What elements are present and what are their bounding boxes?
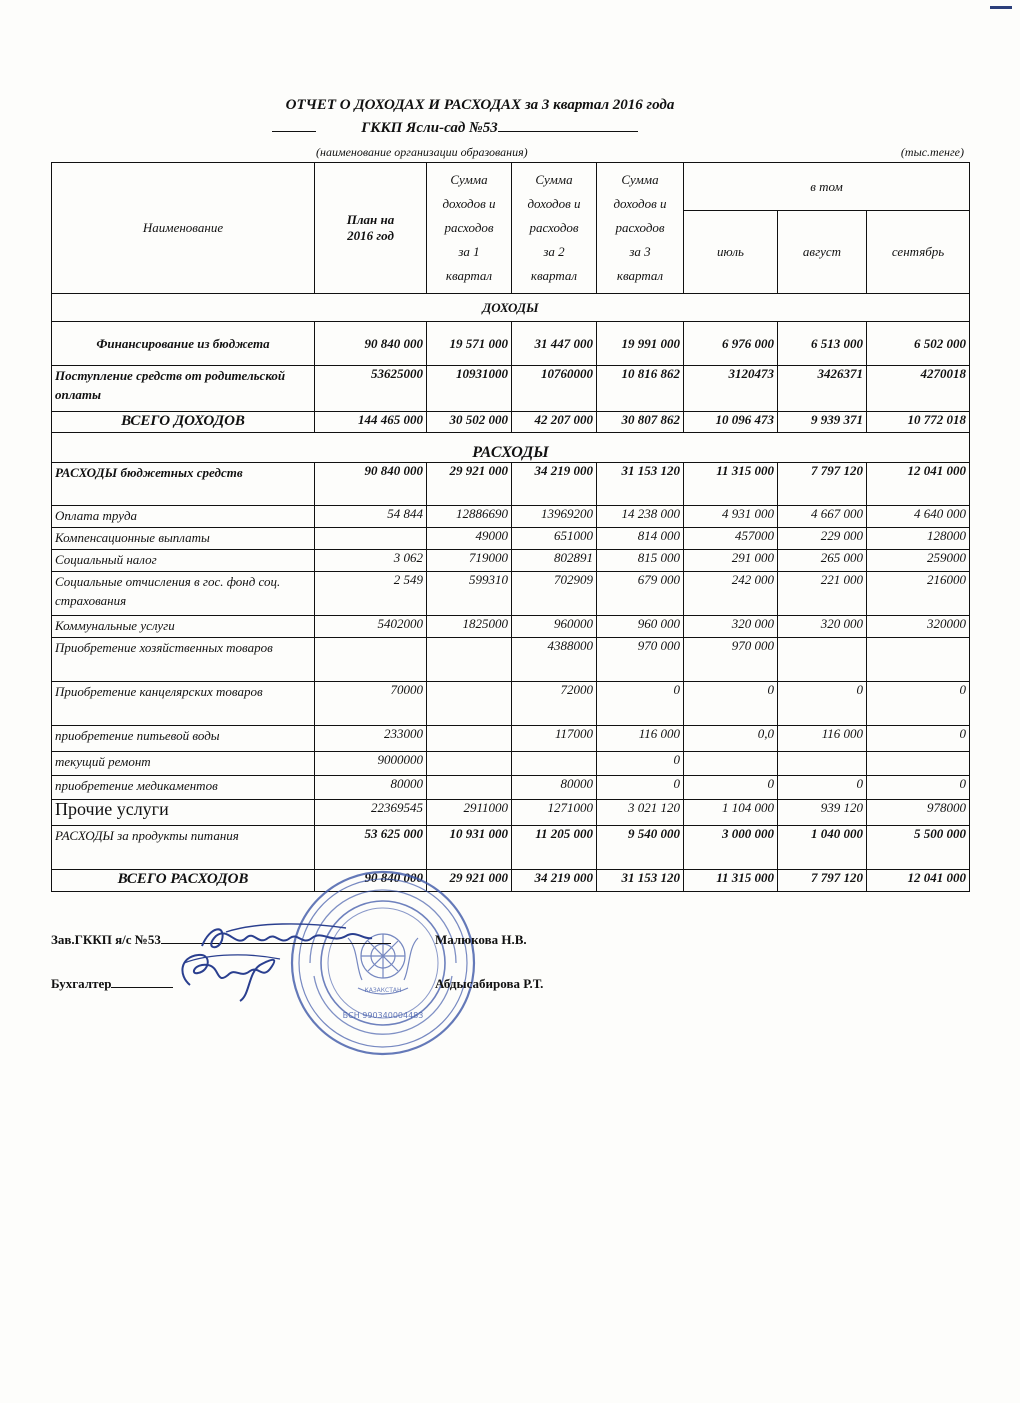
- cell-value: 30 807 862: [597, 412, 684, 433]
- cell-value: 11 315 000: [684, 463, 778, 506]
- row-name: ВСЕГО РАСХОДОВ: [52, 870, 315, 892]
- units-label: (тыс.тенге): [900, 145, 964, 159]
- header-september: сентябрь: [867, 211, 970, 294]
- row-name: Компенсационные выплаты: [52, 528, 315, 550]
- cell-value: 5402000: [315, 616, 427, 638]
- cell-value: 457000: [684, 528, 778, 550]
- cell-value: 221 000: [778, 572, 867, 616]
- cell-value: 1 040 000: [778, 826, 867, 870]
- row-name: РАСХОДЫ за продукты питания: [52, 826, 315, 870]
- cell-value: 70000: [315, 682, 427, 726]
- cell-value: 31 153 120: [597, 463, 684, 506]
- organization-caption: (наименование организации образования): [316, 145, 528, 159]
- cell-value: 4 931 000: [684, 506, 778, 528]
- report-title: ОТЧЕТ О ДОХОДАХ И РАСХОДАХ за 3 квартал 2016 года: [285, 97, 675, 113]
- cell-value: 978000: [867, 800, 970, 826]
- cell-value: 702909: [512, 572, 597, 616]
- row-name: Оплата труда: [52, 506, 315, 528]
- director-name: Малюкова Н.В.: [435, 932, 527, 947]
- cell-value: 10760000: [512, 366, 597, 412]
- cell-value: 34 219 000: [512, 870, 597, 892]
- cell-value: 80000: [512, 776, 597, 800]
- section-expenses: [52, 433, 970, 463]
- header-q3-line: за 3: [629, 244, 651, 259]
- underline-right: [498, 131, 638, 132]
- organization-name: ГККП Ясли-сад №53: [361, 120, 498, 136]
- cell-value: 49000: [427, 528, 512, 550]
- cell-value: [684, 752, 778, 776]
- cell-value: [778, 638, 867, 682]
- cell-value: 19 991 000: [597, 322, 684, 366]
- cell-value: 7 797 120: [778, 463, 867, 506]
- cell-value: 3 000 000: [684, 826, 778, 870]
- cell-value: 31 447 000: [512, 322, 597, 366]
- cell-value: 320 000: [684, 616, 778, 638]
- cell-value: 0,0: [684, 726, 778, 752]
- header-august: август: [778, 211, 867, 294]
- cell-value: 10 931 000: [427, 826, 512, 870]
- table-row: [52, 528, 970, 550]
- accountant-name: Абдысабирова Р.Т.: [435, 976, 544, 991]
- cell-value: 14 238 000: [597, 506, 684, 528]
- corner-mark: [990, 6, 1012, 9]
- table-row: [52, 682, 970, 726]
- cell-value: 960000: [512, 616, 597, 638]
- cell-value: 6 513 000: [778, 322, 867, 366]
- cell-value: 0: [778, 776, 867, 800]
- cell-value: 3 062: [315, 550, 427, 572]
- cell-value: 719000: [427, 550, 512, 572]
- cell-value: 970 000: [684, 638, 778, 682]
- cell-value: 0: [867, 776, 970, 800]
- svg-text:БСН 990340004483: БСН 990340004483: [342, 1011, 424, 1020]
- cell-value: 0: [684, 776, 778, 800]
- cell-value: 0: [597, 752, 684, 776]
- table-row: [52, 506, 970, 528]
- cell-value: 259000: [867, 550, 970, 572]
- cell-value: 3426371: [778, 366, 867, 412]
- table-row: [52, 752, 970, 776]
- expense-total-row: [52, 870, 970, 892]
- table-row: [52, 616, 970, 638]
- cell-value: 1 104 000: [684, 800, 778, 826]
- cell-value: 128000: [867, 528, 970, 550]
- cell-value: 599310: [427, 572, 512, 616]
- row-name: Социальный налог: [52, 550, 315, 572]
- header-july: июль: [684, 211, 778, 294]
- section-expenses-label: РАСХОДЫ: [52, 433, 970, 463]
- header-q1-line: Сумма: [450, 172, 488, 187]
- row-name: ВСЕГО ДОХОДОВ: [52, 412, 315, 433]
- table-row: [52, 826, 970, 870]
- cell-value: 10 816 862: [597, 366, 684, 412]
- cell-value: 30 502 000: [427, 412, 512, 433]
- cell-value: 53 625 000: [315, 826, 427, 870]
- cell-value: 144 465 000: [315, 412, 427, 433]
- cell-value: 9 540 000: [597, 826, 684, 870]
- cell-value: [427, 752, 512, 776]
- cell-value: [315, 528, 427, 550]
- cell-value: 90 840 000: [315, 870, 427, 892]
- cell-value: [427, 776, 512, 800]
- header-q1-line: расходов: [444, 220, 494, 235]
- cell-value: 960 000: [597, 616, 684, 638]
- accountant-label: Бухгалтер: [51, 976, 112, 991]
- cell-value: 9000000: [315, 752, 427, 776]
- row-name: Приобретение канцелярских товаров: [52, 682, 315, 726]
- header-q3-line: доходов и: [613, 196, 667, 211]
- table-row: [52, 572, 970, 616]
- cell-value: 320000: [867, 616, 970, 638]
- header-q3: [597, 163, 684, 294]
- accountant-signature-scribble: [150, 945, 300, 1005]
- header-plan-line: 2016 год: [347, 228, 394, 243]
- cell-value: 34 219 000: [512, 463, 597, 506]
- table-row: [52, 322, 970, 366]
- cell-value: [427, 726, 512, 752]
- cell-value: 242 000: [684, 572, 778, 616]
- header-q2-line: доходов и: [527, 196, 581, 211]
- cell-value: 7 797 120: [778, 870, 867, 892]
- cell-value: 0: [597, 682, 684, 726]
- cell-value: [427, 682, 512, 726]
- income-total-row: [52, 412, 970, 433]
- cell-value: 90 840 000: [315, 322, 427, 366]
- cell-value: 1271000: [512, 800, 597, 826]
- cell-value: 12 041 000: [867, 870, 970, 892]
- cell-value: 12 041 000: [867, 463, 970, 506]
- organization-line: [0, 120, 1020, 137]
- cell-value: 13969200: [512, 506, 597, 528]
- header-q2-line: квартал: [530, 268, 578, 283]
- row-name: Поступление средств от родительской оплаты: [52, 366, 315, 412]
- cell-value: 5 500 000: [867, 826, 970, 870]
- cell-value: 0: [684, 682, 778, 726]
- header-q2-line: Сумма: [535, 172, 573, 187]
- cell-value: 679 000: [597, 572, 684, 616]
- cell-value: 3 021 120: [597, 800, 684, 826]
- cell-value: 54 844: [315, 506, 427, 528]
- cell-value: 90 840 000: [315, 463, 427, 506]
- header-plan-line: План на: [346, 212, 395, 227]
- header-q1: [427, 163, 512, 294]
- row-name: Коммунальные услуги: [52, 616, 315, 638]
- cell-value: 320 000: [778, 616, 867, 638]
- section-income: [52, 294, 970, 322]
- cell-value: 11 315 000: [684, 870, 778, 892]
- cell-value: [315, 638, 427, 682]
- cell-value: 814 000: [597, 528, 684, 550]
- cell-value: 12886690: [427, 506, 512, 528]
- cell-value: 265 000: [778, 550, 867, 572]
- cell-value: 970 000: [597, 638, 684, 682]
- cell-value: 11 205 000: [512, 826, 597, 870]
- cell-value: [778, 752, 867, 776]
- header-q2-line: расходов: [529, 220, 579, 235]
- cell-value: [867, 638, 970, 682]
- header-q2-line: за 2: [543, 244, 565, 259]
- header-q1-line: квартал: [445, 268, 493, 283]
- cell-value: 116 000: [778, 726, 867, 752]
- cell-value: 9 939 371: [778, 412, 867, 433]
- cell-value: [512, 752, 597, 776]
- row-name: текущий ремонт: [52, 752, 315, 776]
- cell-value: [427, 638, 512, 682]
- section-income-label: ДОХОДЫ: [52, 294, 970, 322]
- cell-value: 117000: [512, 726, 597, 752]
- cell-value: 2 549: [315, 572, 427, 616]
- cell-value: 802891: [512, 550, 597, 572]
- cell-value: 1825000: [427, 616, 512, 638]
- table-row: [52, 366, 970, 412]
- row-name: РАСХОДЫ бюджетных средств: [52, 463, 315, 506]
- table-row: [52, 726, 970, 752]
- header-name: Наименование: [52, 163, 315, 294]
- cell-value: 0: [778, 682, 867, 726]
- table-row: [52, 638, 970, 682]
- report-table: [51, 162, 970, 892]
- cell-value: 80000: [315, 776, 427, 800]
- table-row: [52, 776, 970, 800]
- header-q3-line: квартал: [616, 268, 664, 283]
- cell-value: 291 000: [684, 550, 778, 572]
- cell-value: 6 502 000: [867, 322, 970, 366]
- row-name: Приобретение хозяйственных товаров: [52, 638, 315, 682]
- header-q1-line: за 1: [458, 244, 480, 259]
- header-plan: [315, 163, 427, 294]
- cell-value: 31 153 120: [597, 870, 684, 892]
- director-label: Зав.ГККП я/с №53: [51, 932, 161, 947]
- cell-value: 0: [597, 776, 684, 800]
- row-name: Прочие услуги: [52, 800, 315, 826]
- cell-value: 0: [867, 726, 970, 752]
- cell-value: 4 667 000: [778, 506, 867, 528]
- cell-value: 116 000: [597, 726, 684, 752]
- cell-value: 216000: [867, 572, 970, 616]
- svg-text:КАЗАКСТАН: КАЗАКСТАН: [364, 987, 402, 994]
- cell-value: 815 000: [597, 550, 684, 572]
- official-stamp: [288, 868, 478, 1058]
- row-name: Социальные отчисления в гос. фонд соц. страхования: [52, 572, 315, 616]
- table-row: [52, 550, 970, 572]
- header-q3-line: Сумма: [621, 172, 659, 187]
- header-group: в том: [684, 163, 970, 211]
- report-header: [0, 97, 1020, 137]
- cell-value: 651000: [512, 528, 597, 550]
- table-row: [52, 463, 970, 506]
- header-q1-line: доходов и: [442, 196, 496, 211]
- cell-value: 22369545: [315, 800, 427, 826]
- cell-value: [867, 752, 970, 776]
- cell-value: 19 571 000: [427, 322, 512, 366]
- cell-value: 29 921 000: [427, 870, 512, 892]
- cell-value: 4 640 000: [867, 506, 970, 528]
- cell-value: 10 096 473: [684, 412, 778, 433]
- cell-value: 0: [867, 682, 970, 726]
- row-name: приобретение питьевой воды: [52, 726, 315, 752]
- cell-value: 939 120: [778, 800, 867, 826]
- cell-value: 4270018: [867, 366, 970, 412]
- cell-value: 72000: [512, 682, 597, 726]
- cell-value: 229 000: [778, 528, 867, 550]
- row-name: Финансирование из бюджета: [52, 322, 315, 366]
- cell-value: 42 207 000: [512, 412, 597, 433]
- table-row: [52, 800, 970, 826]
- cell-value: 6 976 000: [684, 322, 778, 366]
- cell-value: 2911000: [427, 800, 512, 826]
- header-q3-line: расходов: [615, 220, 665, 235]
- cell-value: 233000: [315, 726, 427, 752]
- header-q2: [512, 163, 597, 294]
- row-name: приобретение медикаментов: [52, 776, 315, 800]
- cell-value: 53625000: [315, 366, 427, 412]
- cell-value: 4388000: [512, 638, 597, 682]
- cell-value: 3120473: [684, 366, 778, 412]
- cell-value: 10931000: [427, 366, 512, 412]
- cell-value: 29 921 000: [427, 463, 512, 506]
- underline-left: [272, 131, 316, 132]
- cell-value: 10 772 018: [867, 412, 970, 433]
